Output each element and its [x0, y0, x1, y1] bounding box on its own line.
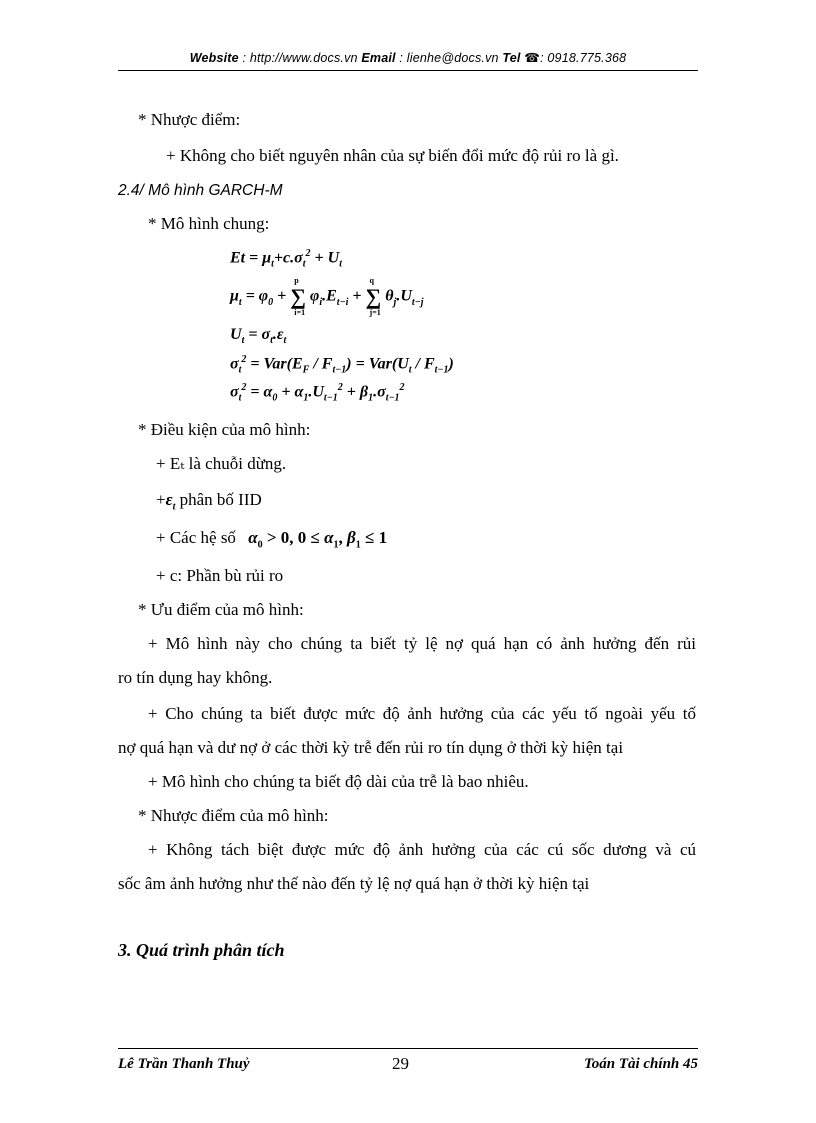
nhuoc-diem-mh-item-1a: + Không tách biệt được mức độ ảnh hưởng của các cú sốc dương và cú [148, 840, 696, 859]
dieu-kien-item-1: + Eₜ là chuỗi dừng. [156, 454, 287, 473]
section-2-4-heading: 2.4/ Mô hình GARCH-M [118, 182, 283, 199]
nhuoc-diem-heading: * Nhược điểm: [138, 110, 241, 129]
website-label: Website [189, 51, 239, 65]
section-3-heading: 3. Quá trình phân tích [118, 940, 285, 960]
uu-diem-item-1a: + Mô hình này cho chúng ta biết tỷ lệ nợ quá hạn có ảnh hưởng đến rủi [148, 634, 696, 653]
nhuoc-diem-mh-item-1b: sốc âm ảnh hưởng như thế nào đến tỷ lệ nợ quá hạn ở thời kỳ hiện tại [118, 874, 590, 893]
phone-icon: ☎ [524, 51, 541, 65]
dieu-kien-item-3: + Các hệ số $\alpha_0 > 0$, $0 \le \alpha_1$, $\beta_1 \le 1$ [156, 528, 388, 551]
nhuoc-diem-item: + Không cho biết nguyên nhân của sự biến đổi mức độ rủi ro là gì. [166, 146, 619, 165]
uu-diem-item-2a: + Cho chúng ta biết được mức độ ảnh hưởng của các yếu tố ngoài yếu tố [148, 704, 696, 723]
footer-author: Lê Trần Thanh Thuỷ [118, 1056, 250, 1072]
email-value[interactable]: : lienhe@docs.vn [399, 51, 499, 65]
footer-course: Toán Tài chính 45 [583, 1056, 698, 1072]
dk2-prefix: + [156, 490, 166, 509]
formula-mu: $\mu_t = \varphi_0$ + ∑ p i=1 $\varphi_i.E_{t-i}$ + ∑ q j=1 $\theta_j.U_{t-j}$ [230, 276, 424, 317]
nhuoc-diem-mh-heading: * Nhược điểm của mô hình: [138, 806, 329, 825]
dk3-prefix: + Các hệ số [156, 528, 236, 547]
dieu-kien-item-2: $+\varepsilon_t$ phân bố IID [156, 490, 262, 513]
dieu-kien-heading: * Điều kiện của mô hình: [138, 420, 311, 439]
uu-diem-item-3: + Mô hình cho chúng ta biết độ dài của trễ là bao nhiêu. [148, 772, 529, 791]
mo-hinh-chung-heading: * Mô hình chung: [148, 214, 270, 233]
dieu-kien-item-4: + c: Phần bù rủi ro [156, 566, 284, 585]
tel-label: Tel [502, 51, 521, 65]
uu-diem-item-2b: nợ quá hạn và dư nợ ở các thời kỳ trễ đến rủi ro tín dụng ở thời kỳ hiện tại [118, 738, 624, 757]
formula-et: $Et = \mu_t+c.\sigma_t^2 + U_t$ [230, 248, 342, 270]
dk2-text: phân bố IID [179, 490, 262, 509]
formula-garch: $\sigma_t^2 = \alpha_0 + \alpha_1.U_{t-1}^2 + \beta_1.\sigma_{t-1}^2$ [230, 382, 405, 404]
formula-var: $\sigma_t^2 = Var(E_F / F_{t-1}) = Var(U_t / F_{t-1})$ [230, 354, 454, 376]
uu-diem-item-1b: ro tín dụng hay không. [118, 668, 273, 687]
header-divider [118, 70, 698, 71]
email-label: Email [361, 51, 396, 65]
tel-value: : 0918.775.368 [540, 51, 627, 65]
footer-divider [118, 1048, 698, 1049]
page-header [118, 50, 698, 65]
uu-diem-heading: * Ưu điểm của mô hình: [138, 600, 304, 619]
website-value[interactable]: : http://www.docs.vn [242, 51, 358, 65]
page-number: 29 [392, 1054, 409, 1073]
formula-ut: $U_t = \sigma_t.\varepsilon_t$ [230, 326, 287, 347]
